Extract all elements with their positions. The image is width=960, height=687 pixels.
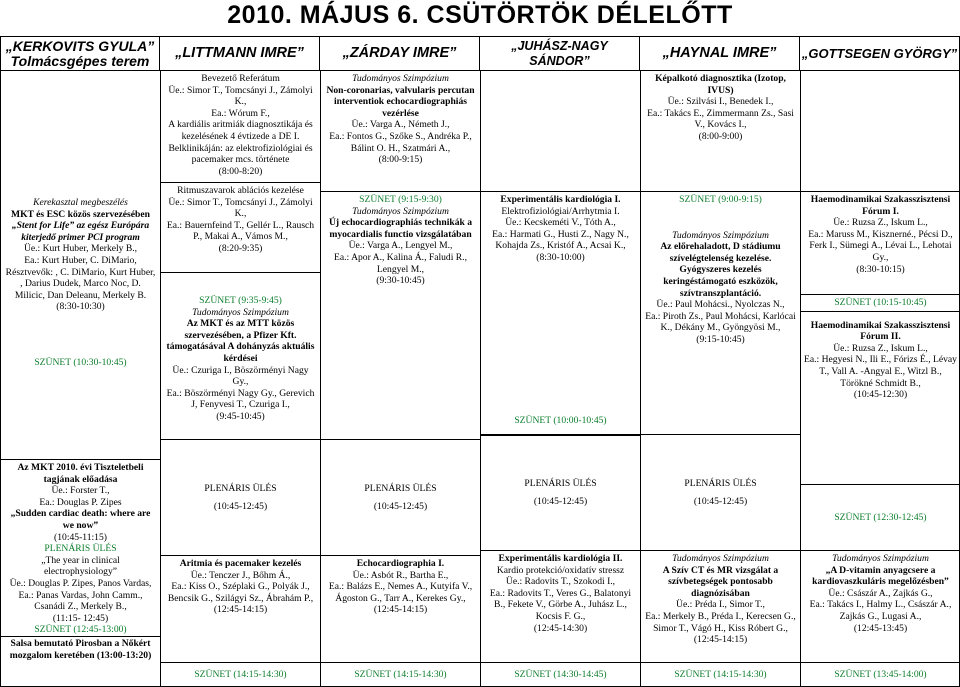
session-empty-morning	[481, 71, 640, 192]
session-type-label: Kerekasztal megbeszélés	[33, 197, 128, 208]
session-title: Haemodinamikai Szakasszisztensi Fórum II.	[810, 319, 951, 343]
session-time: (10:45-12:45)	[533, 496, 588, 507]
session-title: Echocardiographia I.	[356, 558, 445, 569]
session-time: (9:15-10:45)	[696, 333, 745, 345]
page-title: 2010. MÁJUS 6. CSÜTÖRTÖK DÉLELŐTT	[227, 1, 733, 29]
session-experimental-2	[481, 551, 640, 663]
room-header-kerkovits-text: „KERKOVITS GYULA” Tolmácsgépes terem	[5, 37, 155, 69]
speakers: Ea.: Merkely B., Préda I., Kerecsen G., Simor T., Vágó H., Kiss Róbert G.,	[645, 610, 796, 634]
session-time: (9:45-10:45)	[216, 410, 265, 422]
session-time: (8:20-9:35)	[218, 242, 263, 254]
column-gottsegen	[800, 71, 960, 687]
chairs: Üe.: Szilvási I., Benedek I.,	[667, 96, 774, 108]
column-haynal	[640, 71, 800, 687]
lecture-time: (10:45-11:15)	[54, 531, 107, 543]
session-title: Experimentális kardiológia II.	[498, 553, 623, 564]
session-title: Aritmia és pacemaker kezelés	[179, 558, 302, 569]
salsa-note: Salsa bemutató Pirosban a Nőkért mozgalom keretében (13:00-13:20)	[1, 636, 160, 661]
chairs: Üe.: Varga A., Németh J.,	[351, 119, 450, 131]
speakers: Ea.: Douglas P. Zipes	[39, 496, 122, 508]
session-title: Az MKT 2010. évi Tiszteletbeli tagjának előadása	[17, 462, 144, 485]
session-time: (12:45-14:15)	[693, 634, 748, 646]
chairs: Üe.: Ruzsa Z., Iskum L.,	[833, 217, 928, 229]
session-time: (12:45-13:45)	[853, 622, 908, 634]
plenary-label: PLENÁRIS ÜLÉS	[204, 482, 277, 494]
room-header-littmann-text: „LITTMANN IMRE”	[175, 45, 304, 61]
session-haemo-forum-1	[801, 192, 960, 295]
break-label: SZÜNET (10:15-10:45)	[801, 297, 960, 312]
break-label: SZÜNET (9:00-9:15)	[679, 194, 762, 205]
speakers: Ea.: Radovits T., Veres G., Balatonyi B., Fekete V., Görbe A., Juhász L., Kocsis F. G.,	[489, 587, 632, 622]
session-time: (12:45-14:30)	[533, 622, 588, 634]
session-title: Az előrehaladott, D stádiumu szívelégtelenség kezelése. Gyógyszeres kezelés keringéstámogató eszközök, szívtranszplantáció.	[660, 241, 781, 299]
session-title: Haemodinamikai Szakasszisztensi Fórum I.	[810, 194, 951, 217]
session-type-label: Tudományos Szimpózium	[352, 205, 449, 217]
break-label: SZÜNET (12:45-13:00)	[34, 624, 127, 636]
session-time: (12:45-14:15)	[213, 604, 268, 616]
session-time: (10:45-12:45)	[693, 495, 748, 507]
room-header-juhasz-nagy	[480, 36, 640, 71]
lecture-title: „Sudden cardiac death: where are we now”	[10, 508, 151, 531]
break-label: SZÜNET (12:30-12:45)	[801, 485, 960, 551]
session-title: Az MKT és az MTT közös szervezésében, a Pfizer Kft. támogatásával A dohányzás aktuális kérdései	[166, 318, 315, 364]
chairs: Üe.: Simor T., Tomcsányi J., Zámolyi K.,	[168, 84, 313, 108]
speakers-2: Ea.: Panas Vardas, John Camm., Csanádi Z., Merkely B.,	[18, 589, 143, 613]
session-imaging	[641, 71, 800, 192]
speakers: Ea.: Kurt Huber, C. DiMario,	[24, 254, 137, 266]
session-time: (8:00-9:00)	[698, 130, 743, 142]
column-juhasz-nagy	[480, 71, 640, 687]
session-type-label: Tudományos Szimpózium	[352, 73, 449, 84]
session-ablation	[161, 183, 320, 273]
room-header-gottsegen	[800, 36, 960, 71]
session-time: (9:30-10:45)	[376, 275, 425, 287]
session-title: Bevezető Referátum	[201, 73, 280, 84]
break-label: SZÜNET (13:45-14:00)	[834, 669, 927, 681]
session-echo-1	[321, 556, 480, 663]
room-header-zarday-text: „ZÁRDAY IMRE”	[342, 45, 457, 61]
session-time: (10:45-12:30)	[853, 389, 908, 401]
room-header-haynal-text: „HAYNAL IMRE”	[662, 45, 777, 61]
room-header-juhasz-nagy-text: „JUHÁSZ-NAGY SÁNDOR”	[511, 38, 608, 68]
room-header-zarday	[320, 36, 480, 71]
lecture2-title: „The year in clinical electrophysiology”	[41, 554, 120, 578]
break-label: SZÜNET (14:15-14:30)	[194, 669, 287, 681]
chairs: Üe.: Asbót R., Bartha E.,	[352, 569, 449, 581]
speakers: Ea.: Böszörményi Nagy Gy., Gerevich J, Fenyvesi T., Czuriga I.,	[166, 387, 315, 411]
session-title: Ritmuszavarok ablációs kezelése	[177, 185, 304, 196]
column-kerkovits	[0, 71, 160, 687]
column-zarday	[320, 71, 480, 687]
session-empty-morning	[801, 71, 960, 192]
plenary-label: PLENÁRIS ÜLÉS	[524, 478, 597, 490]
break-label: SZÜNET (14:30-14:45)	[514, 669, 607, 681]
column-littmann	[160, 71, 320, 687]
break-label: SZÜNET (10:30-10:45)	[34, 356, 127, 368]
session-time: (8:00-9:15)	[378, 154, 423, 166]
speakers: Ea.: Maruss M., Kisznerné., Pécsi D., Ferk I., Sümegi A., Lévai L., Lehotai Gy.,	[808, 228, 953, 263]
session-time: (12:45-14:15)	[373, 604, 428, 616]
session-break-exp	[481, 409, 640, 435]
speakers: Ea.: Apor A., Kalina Á., Faludi R., Lengyel M.,	[334, 251, 467, 275]
session-plenary	[481, 435, 640, 551]
room-header-kerkovits	[0, 36, 160, 71]
session-stent-for-life	[1, 71, 160, 460]
session-haemo-forum-2	[801, 295, 960, 485]
session-new-echo	[321, 192, 480, 440]
chairs: Üe.: Radovits T., Szokodi I.,	[505, 576, 616, 588]
session-title: „A D-vitamin anyagcsere a kardiovaszkuláris megelőzésben”	[812, 564, 949, 588]
break-label: SZÜNET (14:15-14:30)	[354, 669, 447, 681]
session-title: Képalkotó diagnosztika (Izotop, IVUS)	[655, 73, 786, 96]
speakers: Ea.: Bauernfeind T., Gellér L., Rausch P., Makai A., Vámos M.,	[166, 219, 315, 243]
plenary-label: PLENÁRIS ÜLÉS	[684, 477, 757, 489]
plenary-label: PLENÁRIS ÜLÉS	[364, 482, 437, 494]
session-intro-referat	[161, 71, 320, 183]
speakers: Ea.: Fontos G., Szőke S., Andréka P., Bálint O. H., Szatmári A.,	[329, 130, 472, 154]
session-time: (8:00-8:20)	[218, 165, 263, 177]
chairs: Üe.: Kecskeméti V., Tóth A.,	[505, 217, 616, 229]
chairs: Üe.: Paul Mohácsi., Nyolczas N.,	[656, 299, 785, 311]
session-time: (8:30-10:15)	[856, 263, 905, 275]
break-label: SZÜNET (9:35-9:45)	[199, 295, 282, 306]
speakers: Ea.: Balázs E., Nemes A., Kutyifa V., Ágoston G., Tarr A., Kerekes Gy.,	[328, 581, 473, 604]
session-title: Új echocardiographiás technikák a myocardialis functio vizsgálatában	[328, 217, 473, 240]
session-time: (10:45-12:45)	[373, 500, 428, 512]
plenary-label: PLENÁRIS ÜLÉS	[44, 543, 117, 555]
session-experimental-1	[481, 192, 640, 435]
speakers: Ea.: Takács E., Zimmermann Zs., Sasi V., Kovács I.,	[647, 107, 794, 131]
session-type-label: Tudományos Szimpózium	[672, 229, 769, 241]
session-time: (10:45-12:45)	[213, 500, 268, 512]
session-time: (8:30-10:00)	[536, 251, 585, 263]
chairs: Üe.: Préda I., Simor T.,	[676, 599, 765, 611]
break-label: SZÜNET (14:15-14:30)	[674, 669, 767, 681]
chairs: Üe.: Császár A., Zajkás G.,	[828, 587, 933, 599]
session-time: (8:30-10:30)	[56, 301, 105, 313]
lecture-title: A kardiális aritmiák diagnosztikája és kezelésének 4 évtizede a DE I. Belklinikáján: az elektrofiziológiai és pacemaker mcs. története	[168, 119, 313, 166]
chairs: Üe.: Tenczer J., Bőhm Á.,	[190, 569, 291, 581]
chairs: Üe.: Simor T., Tomcsányi J., Zámolyi K.,	[168, 196, 313, 220]
chairs-2: Üe.: Douglas P. Zipes, Panos Vardas,	[9, 577, 152, 589]
break-label: SZÜNET (10:00-10:45)	[514, 415, 607, 426]
session-honorary-member	[1, 460, 160, 687]
session-type-label: Tudományos Szimpózium	[192, 306, 289, 318]
session-plenary	[641, 435, 800, 551]
speakers: Ea.: Harmati G., Husti Z., Nagy N., Kohajda Zs., Kristóf A., Acsai K.,	[492, 228, 629, 252]
room-header-haynal	[640, 36, 800, 71]
session-type-label: Tudományos Szimpózium	[672, 553, 769, 564]
chairs: Üe.: Forster T.,	[51, 485, 110, 497]
speakers: Ea.: Piroth Zs., Paul Mohácsi, Karlócai K., Dékány M., Gyöngyösi M.,	[645, 310, 796, 334]
speakers: Ea.: Kiss O., Széplaki G., Polyák J., Bencsik G., Szilágyi Sz., Ábrahám P.,	[167, 581, 314, 604]
session-arrhythmia-pacemaker	[161, 556, 320, 663]
session-smoking	[161, 273, 320, 440]
session-title: Non-coronarias, valvularis percutan interventiok echocardiographiás vezérlése	[326, 84, 475, 119]
session-title: A Szív CT és MR vizsgálat a szívbetegségek pontosabb diagnózisában	[662, 564, 779, 599]
chairs: Üe.: Ruzsa Z., Iskum L.,	[833, 342, 928, 354]
session-title: Experimentális kardiológia I.	[500, 194, 621, 205]
session-plenary	[161, 440, 320, 556]
session-title: MKT és ESC közös szervezésében	[11, 208, 150, 220]
chairs: Üe.: Varga A., Lengyel M.,	[348, 240, 453, 252]
speakers: Ea.: Hegyesi N., Ili E., Fórizs É., Lévay T., Vall A. -Angyal E., Witzl B., Törökné Schmidt B.,	[804, 354, 957, 389]
chairs: Üe.: Czuriga I., Böszörményi Nagy Gy.,	[172, 364, 309, 388]
speakers: Ea.: Takács I., Halmy L., Császár A., Zajkás G., Lugasi A.,	[809, 599, 952, 622]
session-subtitle: Kardio protekció/oxidatív stressz	[496, 564, 625, 576]
session-ct-mr	[641, 551, 800, 663]
participants: Résztvevők: , C. DiMario, Kurt Huber, , Darius Dudek, Marco Noc, D. Milicic, Dan Deleanu, Merkely B.	[5, 266, 156, 301]
chairs: Üe.: Kurt Huber, Merkely B.,	[23, 243, 138, 255]
session-noncoronary	[321, 71, 480, 192]
session-time: (11:15- 12:45)	[52, 612, 109, 624]
break-label: SZÜNET (9:15-9:30)	[359, 194, 442, 205]
session-subtitle: Elektrofiziológiai/Arrhytmia I.	[501, 205, 620, 217]
room-header-littmann	[160, 36, 320, 71]
room-header-gottsegen-text: „GOTTSEGEN GYÖRGY”	[801, 46, 958, 61]
session-heart-failure	[641, 192, 800, 435]
session-vitamin-d	[801, 551, 960, 663]
session-plenary	[321, 440, 480, 556]
session-subtitle: „Stent for Life” az egész Európára kiterjedő primer PCI program	[11, 220, 150, 243]
speakers: Ea.: Wórum F.,	[211, 107, 270, 119]
session-type-label: Tudományos Szimpózium	[832, 553, 929, 564]
